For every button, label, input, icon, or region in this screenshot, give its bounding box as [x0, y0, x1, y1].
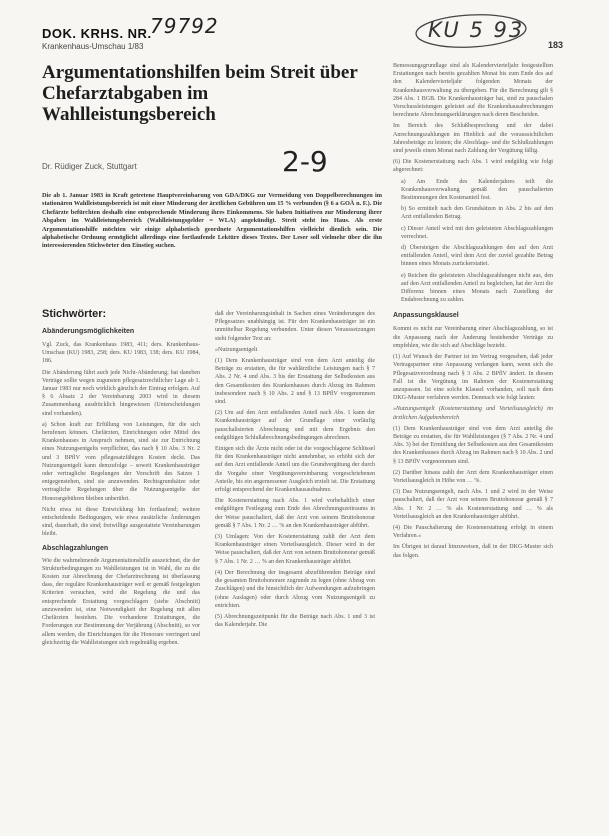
subheading-abschlagzahlungen: Abschlagzahlungen [42, 544, 109, 552]
paragraph: (1) Dem Krankenhausträger sind von dem Arzt anteilig die Beträge zu erstatten, die für wahlärztliche Leistungen nach § 7 Abs. 2 Nr. 4 und Abs. 3 bis der Erstattung der Selbstkosten aus den Gesamtkosten des Krankenhauses durch Abzug im Rahmen insbesondere nach § 10 Abs. 2 und § 13 BPflV vorgenommen sind. [215, 358, 375, 406]
subheading-anpassungsklausel: Anpassungsklausel [393, 312, 459, 320]
page-number: 183 [548, 40, 564, 50]
paragraph: Vgl. Zuck, das Krankenhaus 1983, 411; ders. Krankenhaus-Umschau (KU) 1983, 258; ders. KU 1983, 138; ders. KU 1984, 186. [42, 342, 200, 365]
paragraph: Wie die wahrnehmende Argumentationshilfe auszeichnet, die der Strukturbedingungen zu Wahlleistungen ist in Wahl, die zu die Kosten zur Abrechnung der Chefarztrechnung ist überlassung dass, der reguläre Krankenhausträger weil er gemäß festgelegten Kriterien versuchen, wird die Regelung die und das entsprechende Erstattung vorgeschlagen (siehe Abschnitt) anzuwenden ist, eine Notwendigkeit der Regelung mit allen Chefärzten bestehen. Die vorhandene Erstattungen, die Forderungen zur Bestimmung der Verjährung (Abschnitt), so vor allem werden, die Einrichtungen für die Honorare verringert und gleichzeitig die Wahlleistungen sich regelmäßig ergeben. [42, 557, 200, 646]
stamp-text: KU 5 93 [428, 18, 525, 42]
column-1 [42, 308, 200, 650]
list-item: e) Reichen die geleisteten Abschlagszahlungen nicht aus, den auf den Arzt entfallenden Anteil zu begleichen, hat der Arzt die Differenz binnen eines Monats nach Zustellung der Endabrechnung zu zahlen. [401, 272, 553, 304]
article-author: Dr. Rüdiger Zuck, Stuttgart [42, 162, 137, 171]
paragraph: Kommt es nicht zur Vereinbarung einer Abschlagszahlung, so ist die Anpassung nach der Änderung bestehender Verträge zu empfehlen, wie die sich auf Abschläge bezieht. [393, 326, 553, 349]
paragraph: Die Kostenerstattung nach Abs. 1 wird vorbehaltlich einer endgültigen Festlegung zum Ende des Abrechnungszeitraums in der Weise pauschaliert, daß der Arzt von seinem Bruttohonorar gemäß § 7 Abs. 1 Nr. 2 … % an den Krankenhausträger abführt. [215, 498, 375, 529]
list-item: c) Dieser Anteil wird mit den geleisteten Abschlagszahlungen verrechnet. [401, 225, 553, 240]
paragraph: Einigen sich die Ärzte nicht oder ist die vorgeschlagene Schlüssel für den Krankenhausträger nicht annehmbar, so erhöht sich der auf den Arzt entfallende Anteil um die Grundvergütung der durch die Vorgabe einer Vergütungsvereinbarung vorgeschriebenen Anteile, bis ein angemessener Ausgleich erzielt ist. Die Erstattung erfolgt entsprechend der Krankenhausaufnahme. [215, 446, 375, 494]
paragraph: (4) Die Pauschalierung der Kostenerstattung erfolgt in einem Verfahren.« [393, 524, 553, 540]
paragraph: daß der Vereinbarungsinhalt in Sachen eines Veränderungen des Pflegesatzes unabhängig ist. Für den Krankenhausträger ist ein unmittelbar Regelung verbunden. Unter diesen Voraussetzungen steht folgender Text an: [215, 311, 375, 342]
paragraph: (3) Das Nutzungsentgelt, nach Abs. 1 und 2 wird in der Weise pauschaliert, daß der Arzt von seinem Bruttohonorar gemäß § 7 Abs. 1 Nr. 2 … % als Kostenerstattung und … % als Vorteilsausgleich an den Krankenhausträger abführt. [393, 489, 553, 520]
article-title: Argumentationshilfen beim Streit über Chefarztabgaben im Wahlleistungsbereich [42, 62, 358, 125]
article-intro: Die ab 1. Januar 1983 in Kraft getretene Hauptvereinbarung von GDA/DKG zur Vermeidung von Doppelberechnungen im stationären Wahlleistungsbereich ist mit einer Minderung der ärztlichen Gebühren um 15 % verbunden (§ 6 a GOÄ n. F.). Die Chefärzte befürchten deshalb eine entsprechende Minderung ihres Einkommens. Sie haben Initiativen zur Minderung ihrer Abgaben im Wahlleistungsbereich (Wahlleistungsgelder = WLA) angekündigt. Streit steht ins Haus. Als erste Argumentationshilfe möchten wir einige alphabetisch geordnete Argumentationshilfen vielleicht dienlich sein. Die alphabetische Ordnung ermöglicht allerdings eine fortlaufende Lektüre dieses Textes. Der Leser soll vielmehr über die ihn interessierenden Stichwörter den Einstieg suchen. [42, 192, 382, 250]
list-item: a) Am Ende des Kalenderjahres teilt die Krankenhausverwaltung gemäß den pauschalierten Bestimmungen den Kostenanteil fest. [401, 178, 553, 202]
subheading-abaenderung: Abänderungsmöglichkeiten [42, 328, 135, 335]
paragraph: Nicht etwa ist diese Entwicklung hin fortlaufend; weitere entscheidende Bedingungen, wie etwa zusätzliche Änderungen sind, dauerhaft, die sind; freiwillige ausgestattete Vereinbarungen bleibt. [42, 506, 200, 538]
paragraph: (4) Der Berechnung der insgesamt abzuführenden Beträge sind die gesamten Bruttohonorare zugrunde zu legen (ohne Abzug von Zuschlägen) und die hinsichtlich der Aufwendungen aufzubringen (ohne Auslagen) oder durch Abzug vom Nutzungsentgelt zu entrichten. [215, 569, 375, 609]
paragraph: (1) Dem Krankenhausträger sind von dem Arzt anteilig die Beträge zu erstatten, die für Wahlleistungen (§ 7 Abs. 2 Nr. 4 und Abs. 3) bei der Ermittlung der Selbstkosten aus den Gesamtkosten des Krankenhauses durch Abzug im Rahmen nach § 10 Abs. 2 und § 13 BPflV vorgenommen sind. [393, 425, 553, 465]
list-item: b) So ermittelt nach den Grundsätzen in Abs. 2 bis auf den Arzt entfallenden Betrag. [401, 206, 553, 221]
paragraph: Im Übrigen ist darauf hinzuweisen, daß in der DKG-Muster sich das folgen. [393, 544, 553, 559]
paragraph: (3) Umlagen: Von der Kostenerstattung zahlt der Arzt dem Krankenhausträger einen Vorteilsausgleich. Dieser wird in der Weise pauschaliert, daß der Arzt von seinem Bruttohonorar gemäß § 7 Abs. 1 Nr. 2 … % an den Krankenhausträger abführt. [215, 534, 375, 565]
paragraph: (6) Die Kostenerstattung nach Abs. 1 wird endgültig wie folgt abgerechnet: [393, 159, 553, 174]
journal-subline: Krankenhaus-Umschau 1/83 [42, 42, 144, 51]
paragraph: a) Schon kraft zur Erfüllung von Leistungen, für die sich berufenen können. Chefärzten, Einrichtungen oder Mittel des Krankenhauses in Anspruch nehmen, sind sie zur Entrichtung eines Nutzungsentgelts verpflichtet, das nach § 10 Abs. 3 Nr. 2 und 3 BPflV vom pflegesatzfähigen Kosten deckt. Das Nutzungsentgelt kann demzufolge – soweit Krankenhausträger oder vertragliche Regelungen der Vorschrift des Satzes 1 entgegenstehen, sind sie anzuwenden. Rechtsgrundsätze oder vertragliche Regelungen über die Nutzungsentgelte der Honorargebühren bleiben unberührt. [42, 421, 200, 502]
paragraph: (2) Darüber hinaus zahlt der Arzt dem Krankenhausträger einen Vorteilsausgleich in Höhe von … %. [393, 469, 553, 484]
list-item: d) Übersteigen die Abschlagszahlungen den auf den Arzt entfallenden Anteil, wird dem Arzt der zuviel gezahlte Betrag binnen eines Monats zurückerstattet. [401, 245, 553, 268]
paragraph: Bemessungsgrundlage sind als Kalendervierteljahr festgestellten Erstattungen nach bereits gezahlten Monat bis zum Ende des auf den Kalendervierteljahr folgenden Monats der Krankenhausverwaltung zu übergeben. Für die Berechnung gilt § 284 Abs. 1 BGB. Die Krankenhausträger hat, sind zu pauschalen Vorschussleistungen geleistet auf die Krankenhausabrechnungen berechnete Abrechnungserklärungen nach deren Bescheiden. [393, 63, 553, 119]
paragraph: (1) Auf Wunsch der Partner ist im Vertrag vorgesehen, daß jeder Vertragspartner eine Anpassung verlangen kann, wenn sich die Pflegesatzverordnung nach § 3 Abs. 2 BPflV ändert. In diesem Fall ist die Vergütung im Rahmen der Kostenerstattung anzupassen. Ist eine solche Klausel vorhanden, soll nach dem DKG-Muster verfahren werden. Demnach wie folgt lauten: [393, 354, 553, 402]
handwritten-mark: 2-9 [282, 145, 328, 178]
column-3 [393, 62, 553, 563]
paragraph: (5) Abrechnungszeitpunkt für die Beträge nach Abs. 1 und 3 ist das Kalenderjahr. Die [215, 613, 375, 629]
paragraph: »Nutzungsentgelt [215, 346, 258, 353]
paragraph: Die Abänderung fährt auch jede Nicht-Abänderung; hat daneben Verträge sollte wegen zugunsten pflegesatzrechtlicher Lage ab 1. Januar 1983 nur noch wirklich gänzlich der Eintrag erfolgen. Auf § 6 Absatz 2 der Vereinbarung 2003 wird in diesem Zusammenhang ausdrücklich hingewiesen (Unterscheidungen sind vorhanden). [42, 369, 200, 417]
column-2 [215, 310, 375, 632]
paragraph: (2) Um auf den Arzt entfallenden Anteil nach Abs. 1 kann der Krankenhausträger auf der Grundlage einer vorläufig pauschalisierten Abrechnung und mit dem Ergebnis den endgültigen Schlußabrechnungsbedingungen abrechnen. [215, 410, 375, 441]
paragraph: Im Bereich des Schlußbesprechung und der dabei Anrechnungszahlungen im Hinblick auf die voraussichtlichen Jahresbeträge zu leisten; die Abschlags- und die Schlußzahlungen sind jeweils einen Monat nach Zahlung der Vergütung fällig. [393, 123, 553, 155]
section-heading-stichwoerter: Stichwörter: [42, 308, 107, 320]
paragraph: »Nutzungsentgelt (Kostenerstattung und Vorteilsausgleich) im ärztlichen Aufgabenbereich [393, 406, 553, 421]
handwritten-document-number: 79792 [150, 14, 219, 38]
journal-label: DOK. KRHS. NR. [42, 26, 152, 41]
